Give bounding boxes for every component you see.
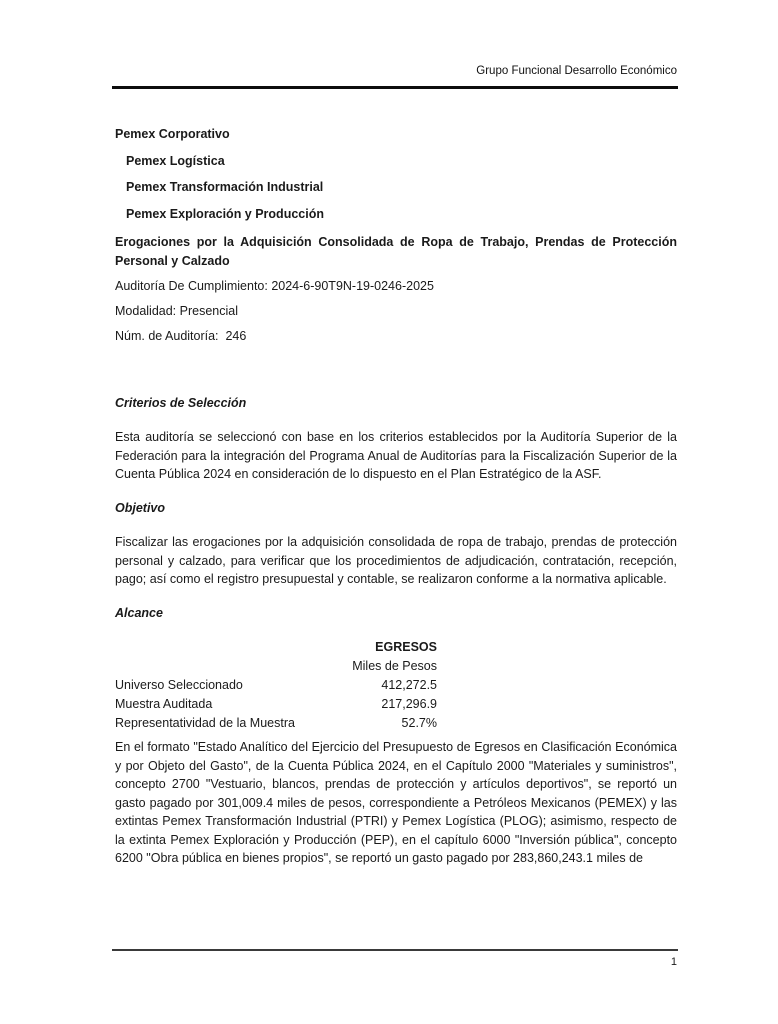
page-number: 1	[670, 956, 677, 968]
document-content	[115, 89, 677, 883]
audit-modality-line: Modalidad: Presencial	[115, 304, 238, 318]
entity-pemex-corporativo: Pemex Corporativo	[115, 127, 230, 141]
alcance-table-column-unit: Miles de Pesos	[352, 659, 437, 673]
criterios-paragraph: Esta auditoría se seleccionó con base en los criterios establecidos por la Auditoría Superior de la Federación para la integración del Programa Anual de Auditorías para la Fiscalización Superior de la Cuenta Pública 2024 en consideración de lo dispuesto en el Plan Estratégico de la ASF.	[115, 430, 677, 481]
audit-number-line: Núm. de Auditoría: 246	[115, 329, 247, 343]
audit-type-line: Auditoría De Cumplimiento: 2024-6-90T9N-19-0246-2025	[115, 279, 434, 293]
entity-pemex-logistica: Pemex Logística	[126, 153, 225, 168]
table-row-universo-seleccionado	[115, 676, 437, 695]
table-row-label: Representatividad de la Muestra	[115, 716, 295, 730]
alcance-detail-paragraph: En el formato "Estado Analítico del Ejercicio del Presupuesto de Egresos en Clasificación Económica y por Objeto del Gasto", de la Cuenta Pública 2024, en el Capítulo 2000 "Materiales y suministros", concepto 2700 "Vestuario, blancos, prendas de protección y artículos deportivos", se reportó un gasto pagado por 301,009.4 miles de pesos, correspondiente a Petróleos Mexicanos (PEMEX) y las extintas Pemex Transformación Industrial (PTRI) y Pemex Logística (PLOG); asimismo, respecto de la extinta Pemex Exploración y Producción (PEP), en el capítulo 6000 "Inversión pública", concepto 6200 "Obra pública en bienes propios", se reportó un gasto pagado por 283,860,243.1 miles de	[115, 740, 677, 865]
section-heading-criterios-de-seleccion: Criterios de Selección	[115, 395, 247, 410]
table-row-value: 217,296.9	[381, 697, 437, 711]
table-row-muestra-auditada	[115, 695, 437, 714]
table-row-value: 412,272.5	[381, 678, 437, 692]
running-header-group-label: Grupo Funcional Desarrollo Económico	[476, 65, 677, 77]
table-row-label: Universo Seleccionado	[115, 678, 243, 692]
alcance-table	[115, 638, 437, 733]
table-row-value: 52.7%	[401, 716, 437, 730]
section-heading-alcance: Alcance	[115, 605, 163, 620]
audit-title: Erogaciones por la Adquisición Consolidada de Ropa de Trabajo, Prendas de Protección Personal y Calzado	[115, 235, 677, 268]
audited-entities-list	[115, 125, 677, 223]
footer-rule	[112, 949, 678, 951]
entity-pemex-transformacion-industrial: Pemex Transformación Industrial	[126, 180, 324, 194]
table-row-label: Muestra Auditada	[115, 697, 213, 711]
objetivo-paragraph: Fiscalizar las erogaciones por la adquisición consolidada de ropa de trabajo, prendas de protección personal y calzado, para verificar que los procedimientos de adjudicación, contratación, recepción, pago; así como el registro presupuestal y contable, se realizaron conforme a la normativa aplicable.	[115, 535, 677, 586]
entity-pemex-exploracion-produccion: Pemex Exploración y Producción	[126, 206, 324, 221]
table-row-representatividad	[115, 714, 437, 733]
alcance-table-column-title: EGRESOS	[375, 640, 437, 654]
section-heading-objetivo: Objetivo	[115, 500, 166, 515]
